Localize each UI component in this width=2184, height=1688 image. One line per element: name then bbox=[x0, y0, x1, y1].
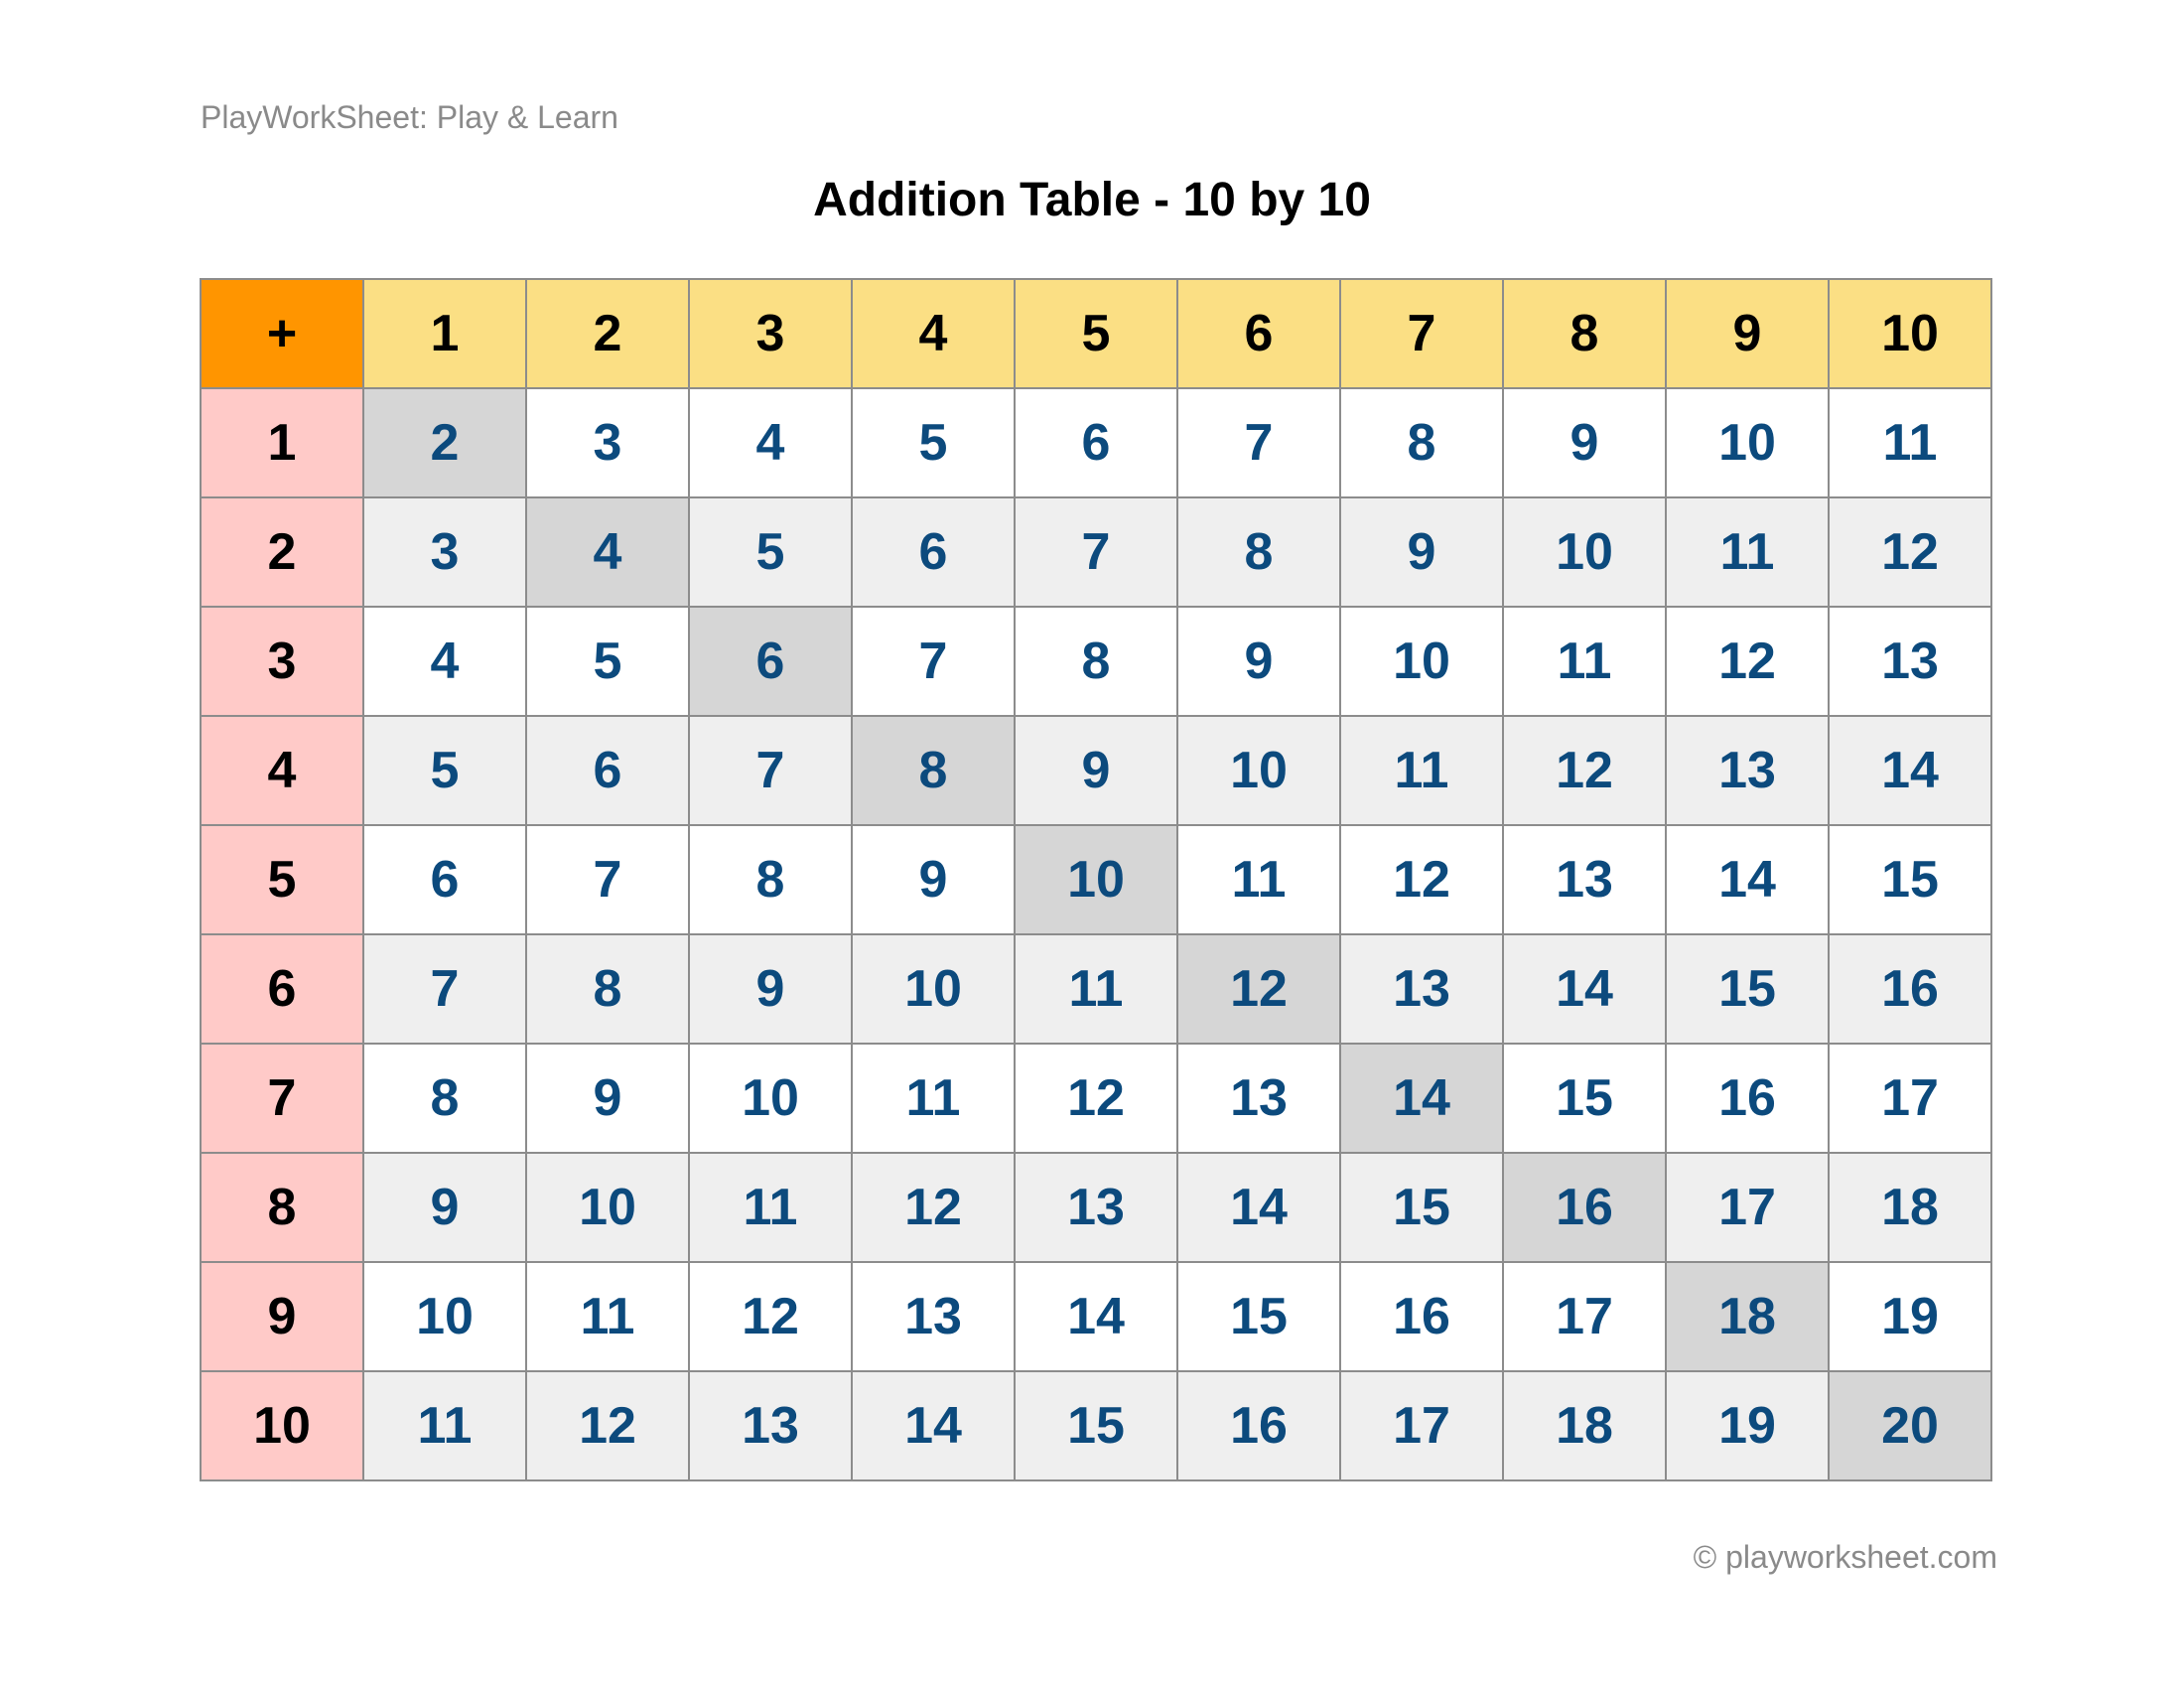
sum-cell: 11 bbox=[363, 1371, 526, 1480]
sum-cell: 15 bbox=[1829, 825, 1991, 934]
sum-cell: 12 bbox=[1666, 607, 1829, 716]
sum-cell: 10 bbox=[1666, 388, 1829, 497]
sum-cell: 8 bbox=[1015, 607, 1177, 716]
table-row bbox=[201, 1153, 1991, 1262]
table-row bbox=[201, 1371, 1991, 1480]
sum-cell: 13 bbox=[689, 1371, 852, 1480]
sum-cell: 14 bbox=[1829, 716, 1991, 825]
sum-cell: 8 bbox=[1340, 388, 1503, 497]
column-header: 8 bbox=[1503, 279, 1666, 388]
sum-cell: 9 bbox=[526, 1044, 689, 1153]
sum-cell: 10 bbox=[689, 1044, 852, 1153]
sum-cell: 14 bbox=[852, 1371, 1015, 1480]
sum-cell: 9 bbox=[363, 1153, 526, 1262]
diagonal-sum-cell: 20 bbox=[1829, 1371, 1991, 1480]
sum-cell: 11 bbox=[526, 1262, 689, 1371]
sum-cell: 11 bbox=[689, 1153, 852, 1262]
sum-cell: 4 bbox=[689, 388, 852, 497]
sum-cell: 10 bbox=[526, 1153, 689, 1262]
brand-tagline: PlayWorkSheet: Play & Learn bbox=[201, 99, 618, 135]
diagonal-sum-cell: 8 bbox=[852, 716, 1015, 825]
addition-table bbox=[200, 278, 1992, 1481]
sum-cell: 3 bbox=[363, 497, 526, 607]
sum-cell: 19 bbox=[1666, 1371, 1829, 1480]
sum-cell: 13 bbox=[1503, 825, 1666, 934]
sum-cell: 6 bbox=[526, 716, 689, 825]
sum-cell: 11 bbox=[1015, 934, 1177, 1044]
sum-cell: 11 bbox=[1503, 607, 1666, 716]
addition-table-body bbox=[201, 279, 1991, 1480]
sum-cell: 7 bbox=[363, 934, 526, 1044]
sum-cell: 14 bbox=[1503, 934, 1666, 1044]
sum-cell: 16 bbox=[1177, 1371, 1340, 1480]
copyright-footer: © playworksheet.com bbox=[1693, 1539, 1997, 1575]
sum-cell: 4 bbox=[363, 607, 526, 716]
diagonal-sum-cell: 12 bbox=[1177, 934, 1340, 1044]
column-header: 1 bbox=[363, 279, 526, 388]
table-row bbox=[201, 607, 1991, 716]
row-header: 4 bbox=[201, 716, 363, 825]
row-header: 6 bbox=[201, 934, 363, 1044]
sum-cell: 15 bbox=[1015, 1371, 1177, 1480]
sum-cell: 17 bbox=[1829, 1044, 1991, 1153]
sum-cell: 17 bbox=[1666, 1153, 1829, 1262]
sum-cell: 9 bbox=[1503, 388, 1666, 497]
column-header: 3 bbox=[689, 279, 852, 388]
row-header: 7 bbox=[201, 1044, 363, 1153]
sum-cell: 18 bbox=[1503, 1371, 1666, 1480]
table-row bbox=[201, 388, 1991, 497]
sum-cell: 9 bbox=[852, 825, 1015, 934]
sum-cell: 5 bbox=[363, 716, 526, 825]
sum-cell: 12 bbox=[1015, 1044, 1177, 1153]
sum-cell: 10 bbox=[1340, 607, 1503, 716]
diagonal-sum-cell: 6 bbox=[689, 607, 852, 716]
sum-cell: 13 bbox=[1015, 1153, 1177, 1262]
sum-cell: 16 bbox=[1340, 1262, 1503, 1371]
column-header: 4 bbox=[852, 279, 1015, 388]
sum-cell: 6 bbox=[363, 825, 526, 934]
sum-cell: 13 bbox=[1177, 1044, 1340, 1153]
diagonal-sum-cell: 4 bbox=[526, 497, 689, 607]
sum-cell: 14 bbox=[1015, 1262, 1177, 1371]
sum-cell: 10 bbox=[363, 1262, 526, 1371]
row-header: 5 bbox=[201, 825, 363, 934]
sum-cell: 12 bbox=[852, 1153, 1015, 1262]
sum-cell: 17 bbox=[1340, 1371, 1503, 1480]
sum-cell: 13 bbox=[1829, 607, 1991, 716]
sum-cell: 9 bbox=[1015, 716, 1177, 825]
sum-cell: 11 bbox=[1666, 497, 1829, 607]
sum-cell: 8 bbox=[363, 1044, 526, 1153]
column-header: 6 bbox=[1177, 279, 1340, 388]
sum-cell: 5 bbox=[852, 388, 1015, 497]
sum-cell: 19 bbox=[1829, 1262, 1991, 1371]
sum-cell: 11 bbox=[1829, 388, 1991, 497]
sum-cell: 9 bbox=[1177, 607, 1340, 716]
sum-cell: 17 bbox=[1503, 1262, 1666, 1371]
sum-cell: 14 bbox=[1666, 825, 1829, 934]
table-row bbox=[201, 1044, 1991, 1153]
sum-cell: 10 bbox=[1503, 497, 1666, 607]
sum-cell: 12 bbox=[526, 1371, 689, 1480]
page-title: Addition Table - 10 by 10 bbox=[813, 174, 1371, 226]
sum-cell: 15 bbox=[1666, 934, 1829, 1044]
sum-cell: 9 bbox=[689, 934, 852, 1044]
sum-cell: 13 bbox=[1666, 716, 1829, 825]
table-row bbox=[201, 497, 1991, 607]
table-row bbox=[201, 716, 1991, 825]
sum-cell: 3 bbox=[526, 388, 689, 497]
sum-cell: 11 bbox=[1340, 716, 1503, 825]
diagonal-sum-cell: 14 bbox=[1340, 1044, 1503, 1153]
sum-cell: 12 bbox=[1829, 497, 1991, 607]
row-header: 1 bbox=[201, 388, 363, 497]
sum-cell: 12 bbox=[1503, 716, 1666, 825]
row-header: 9 bbox=[201, 1262, 363, 1371]
sum-cell: 12 bbox=[1340, 825, 1503, 934]
row-header: 2 bbox=[201, 497, 363, 607]
sum-cell: 10 bbox=[1177, 716, 1340, 825]
column-header-row bbox=[201, 279, 1991, 388]
sum-cell: 8 bbox=[689, 825, 852, 934]
sum-cell: 13 bbox=[1340, 934, 1503, 1044]
column-header: 7 bbox=[1340, 279, 1503, 388]
sum-cell: 16 bbox=[1666, 1044, 1829, 1153]
column-header: 2 bbox=[526, 279, 689, 388]
sum-cell: 5 bbox=[689, 497, 852, 607]
sum-cell: 14 bbox=[1177, 1153, 1340, 1262]
sum-cell: 6 bbox=[1015, 388, 1177, 497]
sum-cell: 6 bbox=[852, 497, 1015, 607]
sum-cell: 10 bbox=[852, 934, 1015, 1044]
sum-cell: 8 bbox=[1177, 497, 1340, 607]
row-header: 10 bbox=[201, 1371, 363, 1480]
operator-cell: + bbox=[201, 279, 363, 388]
sum-cell: 9 bbox=[1340, 497, 1503, 607]
diagonal-sum-cell: 16 bbox=[1503, 1153, 1666, 1262]
sum-cell: 7 bbox=[1177, 388, 1340, 497]
sum-cell: 12 bbox=[689, 1262, 852, 1371]
sum-cell: 11 bbox=[1177, 825, 1340, 934]
sum-cell: 15 bbox=[1177, 1262, 1340, 1371]
sum-cell: 7 bbox=[526, 825, 689, 934]
column-header: 5 bbox=[1015, 279, 1177, 388]
sum-cell: 7 bbox=[852, 607, 1015, 716]
sum-cell: 18 bbox=[1829, 1153, 1991, 1262]
table-row bbox=[201, 1262, 1991, 1371]
diagonal-sum-cell: 10 bbox=[1015, 825, 1177, 934]
column-header: 9 bbox=[1666, 279, 1829, 388]
diagonal-sum-cell: 2 bbox=[363, 388, 526, 497]
table-row bbox=[201, 934, 1991, 1044]
row-header: 8 bbox=[201, 1153, 363, 1262]
sum-cell: 15 bbox=[1340, 1153, 1503, 1262]
sum-cell: 13 bbox=[852, 1262, 1015, 1371]
diagonal-sum-cell: 18 bbox=[1666, 1262, 1829, 1371]
sum-cell: 15 bbox=[1503, 1044, 1666, 1153]
row-header: 3 bbox=[201, 607, 363, 716]
sum-cell: 16 bbox=[1829, 934, 1991, 1044]
sum-cell: 8 bbox=[526, 934, 689, 1044]
sum-cell: 5 bbox=[526, 607, 689, 716]
table-row bbox=[201, 825, 1991, 934]
column-header: 10 bbox=[1829, 279, 1991, 388]
sum-cell: 11 bbox=[852, 1044, 1015, 1153]
sum-cell: 7 bbox=[689, 716, 852, 825]
sum-cell: 7 bbox=[1015, 497, 1177, 607]
